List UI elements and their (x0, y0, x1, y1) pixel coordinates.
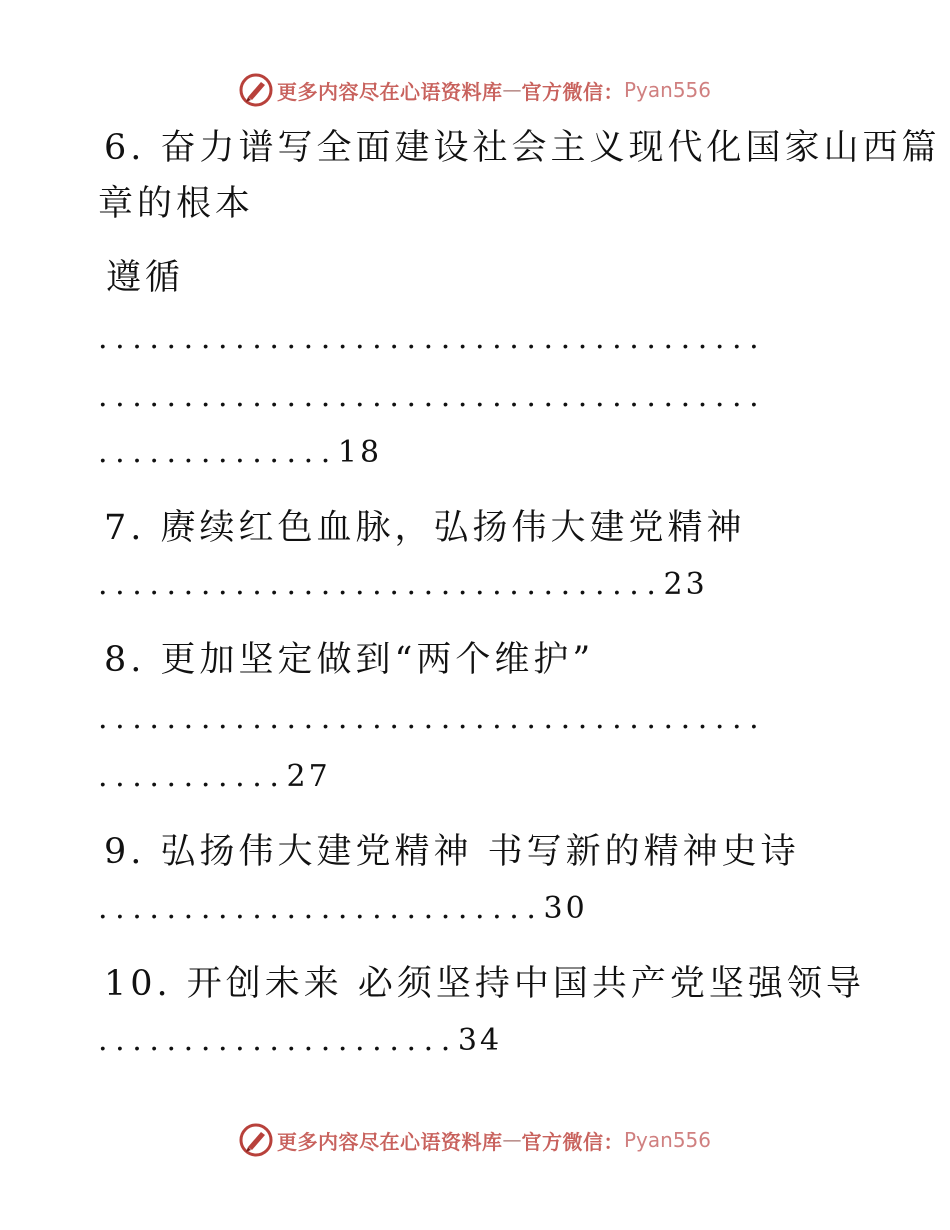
toc-item-6-title-line3: 遵循 (106, 258, 185, 298)
header-separator: — (502, 79, 522, 101)
toc-item-6-title-line1: 6. 奋力谱写全面建设社会主义现代化国家山西篇 (104, 128, 941, 168)
toc-item-9-leader: .......................... (98, 891, 544, 926)
toc-item-9-page: 30 (543, 891, 588, 926)
toc-item-7-leader: ................................. (98, 567, 664, 602)
toc-item-10-title: 10. 开创未来 必须坚持中国共产党坚强领导 (104, 964, 865, 1004)
footer-wechat-label: 官方微信： (521, 1129, 624, 1154)
footer-wechat-id: Pyan556 (623, 1128, 711, 1152)
toc-item-6-page: 18 (337, 435, 383, 470)
toc-item-7-page: 23 (663, 567, 708, 602)
toc-item-7-title: 7. 赓续红色血脉，弘扬伟大建党精神 (104, 508, 746, 548)
toc-item-10-leader: ..................... (98, 1023, 458, 1058)
header-wechat-id: Pyan556 (623, 78, 711, 102)
toc-item-9-leader-row (98, 892, 588, 926)
toc-item-8-title: 8. 更加坚定做到“两个维护” (104, 640, 595, 680)
toc-item-9-title: 9. 弘扬伟大建党精神 书写新的精神史诗 (104, 832, 800, 872)
toc-item-8-leader-b-row (98, 760, 331, 794)
footer-site-text: 更多内容尽在心语资料库 (276, 1129, 503, 1154)
toc-item-6-leader-b: ....................................... (98, 379, 767, 414)
header-wechat-label: 官方微信： (521, 79, 624, 104)
pen-logo-icon (239, 73, 273, 107)
footer-banner (0, 1118, 950, 1162)
toc-item-6-leader-c-row (98, 436, 382, 470)
toc-item-10-leader-row (98, 1024, 502, 1058)
toc-item-7-leader-row (98, 568, 708, 602)
toc-item-8-leader-b: ........... (98, 759, 287, 794)
toc-item-8-page: 27 (286, 759, 331, 794)
pen-logo-icon (239, 1123, 273, 1157)
header-banner (0, 68, 950, 112)
footer-separator: — (502, 1129, 522, 1151)
toc-item-8-leader-a: ....................................... (98, 701, 767, 736)
header-site-text: 更多内容尽在心语资料库 (276, 79, 503, 104)
toc-item-10-page: 34 (457, 1023, 503, 1058)
toc-item-6-leader-a: ....................................... (98, 321, 767, 356)
toc-item-6-leader-c: .............. (98, 435, 338, 470)
toc-item-6-title-line2: 章的根本 (98, 184, 255, 224)
